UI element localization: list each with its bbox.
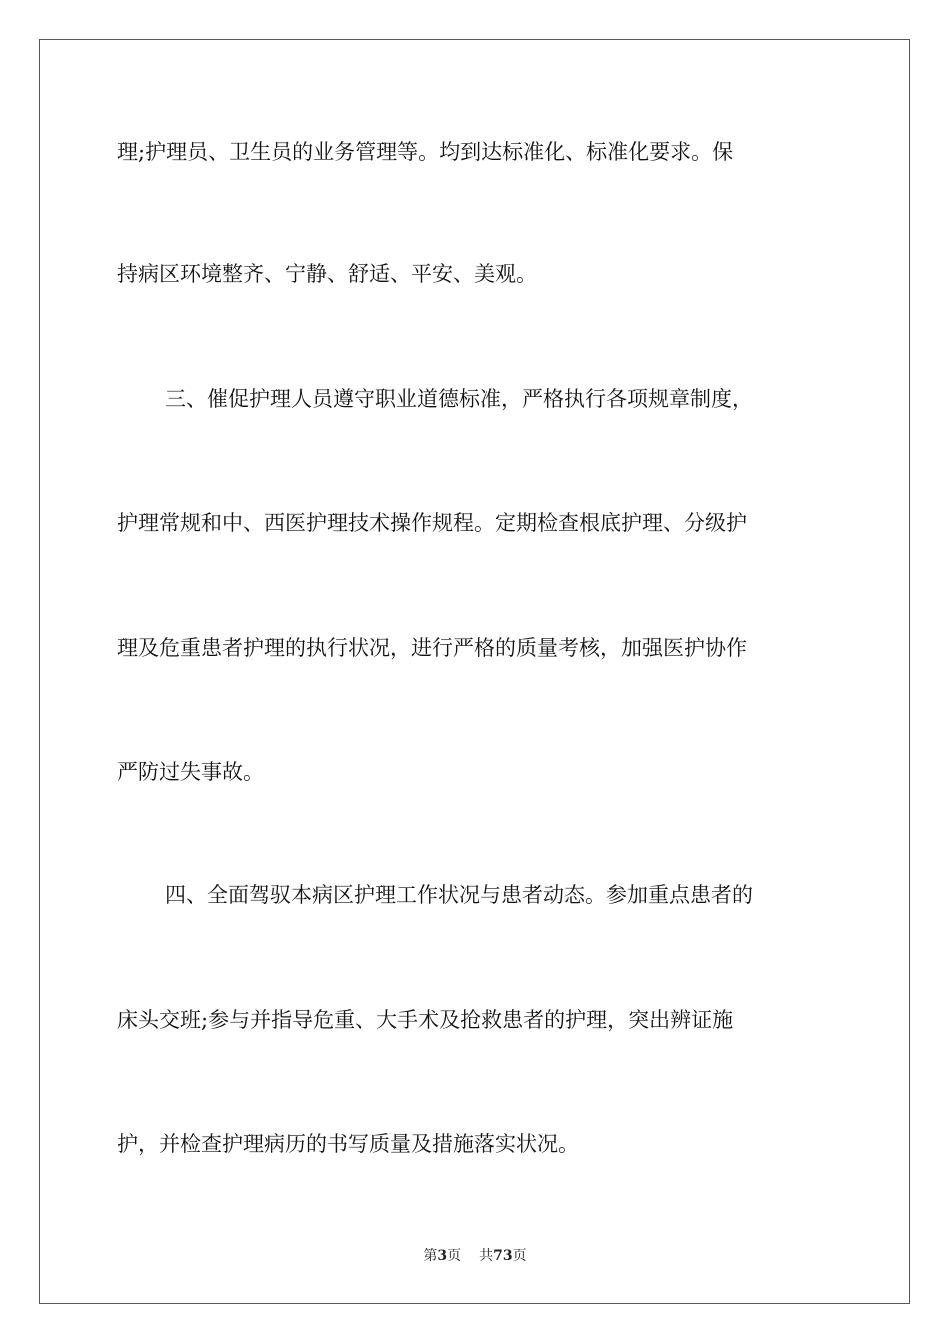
paragraph-four-first-line: 四、全面驾驭本病区护理工作状况与患者动态。参加重点患者的 xyxy=(165,883,753,907)
total-page-count: 73 xyxy=(493,1248,513,1264)
total-prefix: 共 xyxy=(479,1248,494,1264)
body-text-line: 持病区环境整齐、宁静、舒适、平安、美观。 xyxy=(117,262,537,286)
total-suffix: 页 xyxy=(512,1248,527,1264)
body-text-line: 护，并检查护理病历的书写质量及措施落实状况。 xyxy=(117,1132,579,1156)
body-text-line: 严防过失事故。 xyxy=(117,760,264,784)
page-footer xyxy=(0,1246,950,1266)
page-frame xyxy=(39,39,910,1304)
current-page-number: 3 xyxy=(437,1248,448,1264)
page-suffix: 页 xyxy=(447,1248,462,1264)
paragraph-three-first-line: 三、催促护理人员遵守职业道德标准，严格执行各项规章制度， xyxy=(165,387,753,411)
body-text-line: 理及危重患者护理的执行状况，进行严格的质量考核，加强医护协作 xyxy=(117,636,747,660)
body-text-line: 理;护理员、卫生员的业务管理等。均到达标准化、标准化要求。保 xyxy=(117,140,734,164)
body-text-line: 护理常规和中、西医护理技术操作规程。定期检查根底护理、分级护 xyxy=(117,511,747,535)
page-prefix: 第 xyxy=(423,1248,438,1264)
body-text-line: 床头交班;参与并指导危重、大手术及抢救患者的护理，突出辨证施 xyxy=(117,1008,734,1032)
